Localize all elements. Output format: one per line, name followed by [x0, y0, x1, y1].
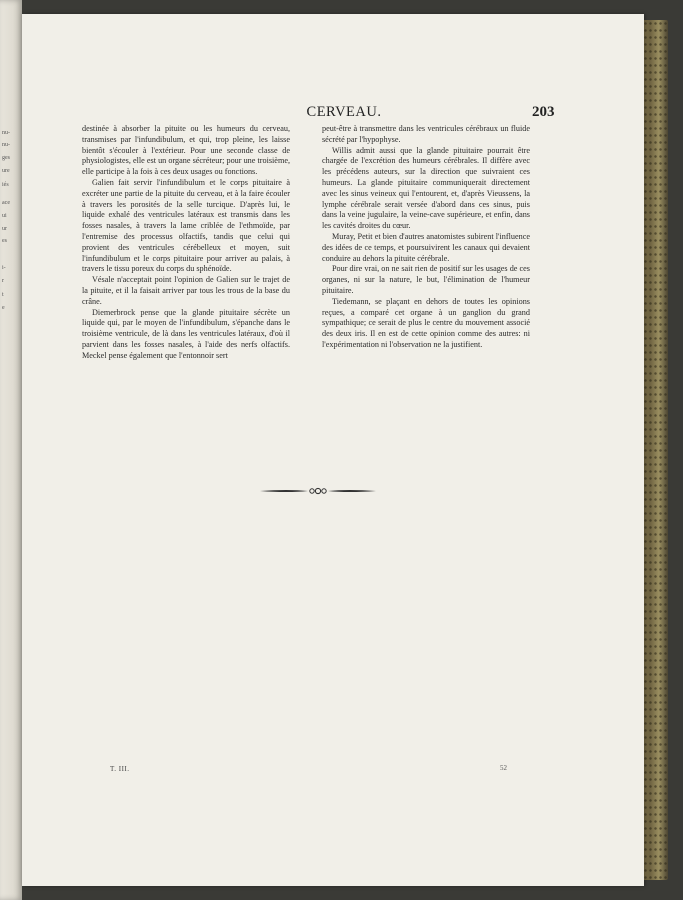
paragraph: Tiedemann, se plaçant en dehors de toutes les opinions reçues, a comparé cet organe à un ganglion du grand sympathique; ce serait de plus le centre du mouvement associé des deux iris. Il en est de cette opinion comme des autres: ni l'expérimentation ni l'observation ne la justifient.: [322, 296, 530, 349]
facing-page-fragment: ges: [2, 155, 10, 161]
facing-page-fragment: e: [2, 305, 5, 311]
paragraph: Muray, Petit et bien d'autres anatomistes subirent l'influence des idées de ce temps, et poursuivirent les canaux qui devaient conduire au dehors la pituite cérébrale.: [322, 231, 530, 263]
left-column: [82, 124, 290, 362]
facing-page-fragment: ure: [2, 168, 10, 174]
facing-page-fragment: r: [2, 278, 4, 284]
facing-page-fragment: iés: [2, 182, 9, 188]
signature-mark: 52: [500, 764, 507, 772]
running-title: CERVEAU.: [306, 104, 382, 120]
facing-page-fragment: t: [2, 292, 4, 298]
paragraph: Diemerbrock pense que la glande pituitaire sécrète un liquide qui, par le moyen de l'infundibulum, s'épanche dans le troisième ventricule, de là dans les ventricules latéraux, d'où il parvient dans les fosses nasales, à l'aide des nerfs olfactifs. Meckel pense également que l'entonnoir sert: [82, 307, 290, 360]
facing-page-fragment: ui: [2, 213, 7, 219]
page-number: 203: [532, 104, 555, 120]
right-column: [322, 124, 530, 351]
paragraph: peut-être à transmettre dans les ventricules cérébraux un fluide sécrété par l'hypophyse.: [322, 124, 530, 144]
facing-page-fragment: i-: [2, 265, 6, 271]
paragraph: Pour dire vrai, on ne sait rien de positif sur les usages de ces organes, ni sur la nature, le but, l'élimination de l'humeur pituitaire.: [322, 264, 530, 295]
paragraph: destinée à absorber la pituite ou les humeurs du cerveau, transmises par l'infundibulum, et qui, trop pleine, les laisse bientôt s'écouler à l'extérieur. Pour une seconde classe de physiologistes, elle est un organe sécréteur; pour une troisième, elle participe à la fois à ces deux usages ou fonctions.: [82, 124, 290, 177]
paragraph: Vésale n'acceptait point l'opinion de Galien sur le trajet de la pituite, et il la faisait arriver par tous les trous de la base du crâne.: [82, 275, 290, 306]
paragraph: Willis admit aussi que la glande pituitaire pourrait être chargée de l'excrétion des humeurs cérébrales. Il diffère avec les précédens auteurs, sur la direction que suivraient ces humeurs. La glande pituitaire communiquerait directement avec les sinus veineux qui l'entourent, et, d'après Vieussens, la lymphe cérébrale serait versée d'abord dans ces sinus, puis dans la veine jugulaire, la veine-cave supérieure, et enfin, dans les cavités droites du cœur.: [322, 145, 530, 231]
facing-page-edge: [0, 0, 22, 900]
book-page: [22, 14, 644, 886]
facing-page-fragment: es: [2, 238, 7, 244]
facing-page-fragment: ace: [2, 200, 10, 206]
ornament-divider: [258, 485, 378, 497]
volume-mark: T. III.: [110, 765, 130, 773]
facing-page-fragment: ur: [2, 226, 7, 232]
facing-page-fragment: nu-: [2, 142, 10, 148]
paragraph: Galien fait servir l'infundibulum et le corps pituitaire à excréter une partie de la pituite du cerveau, et à la faire écouler à travers les porosités de la selle turcique. D'après lui, le liquide exhalé des ventricules latéraux est transmis dans les fosses nasales, à travers la lame criblée de l'ethmoïde, par l'entremise des processus olfactifs, tandis que celui qui provient des ventricules cérébelleux et moyen, suit l'infundibulum et le corps pituitaire pour arriver au palais, à travers le tissu poreux du corps du sphénoïde.: [82, 177, 290, 274]
facing-page-fragment: nu-: [2, 130, 10, 136]
